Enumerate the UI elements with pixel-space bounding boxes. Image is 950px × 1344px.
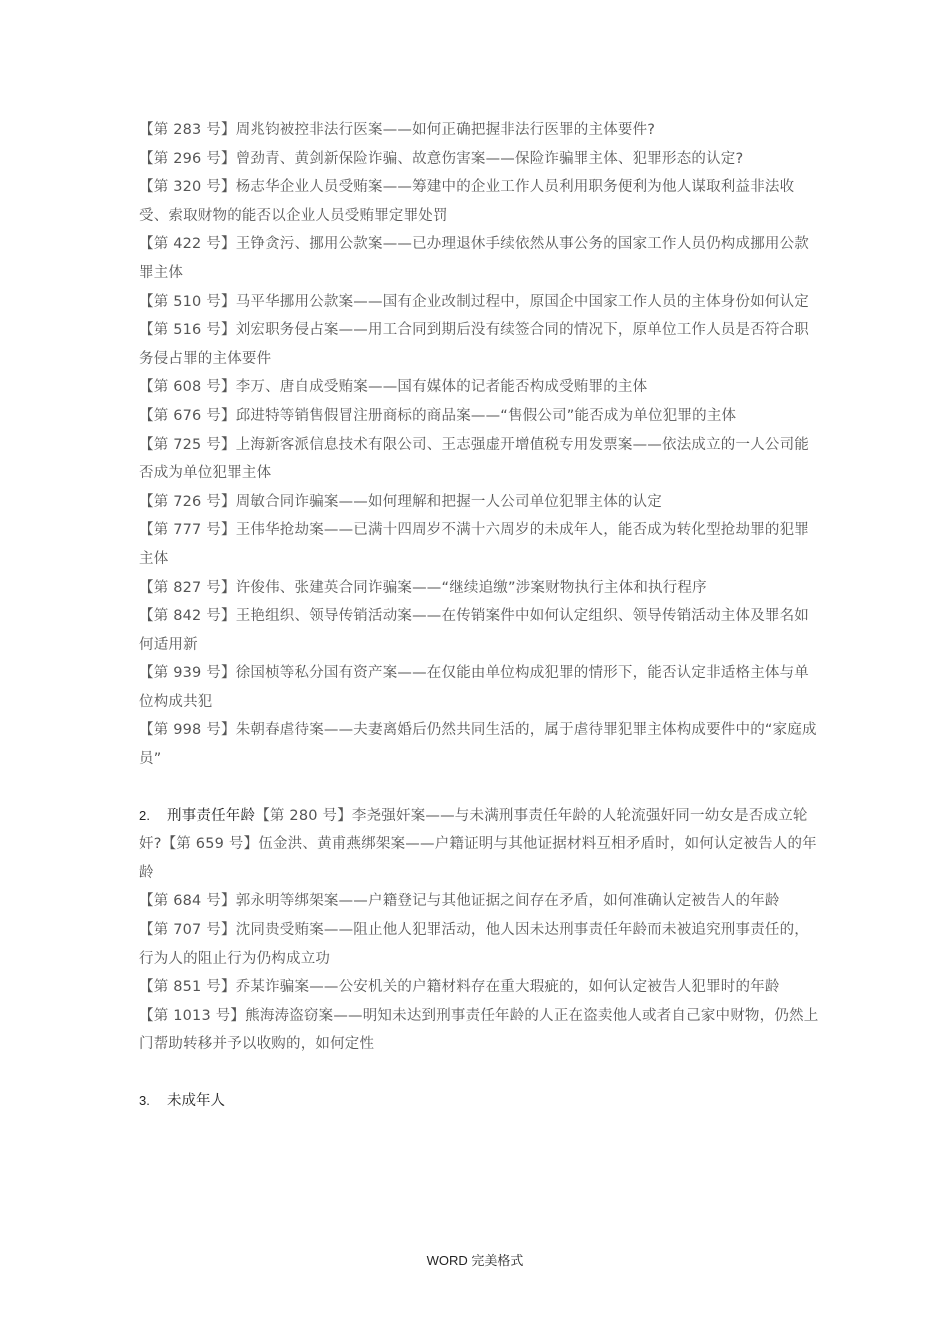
case-entry-510: 【第 510 号】马平华挪用公款案——国有企业改制过程中，原国企中国家工作人员的主体身份如何认定 xyxy=(139,293,809,310)
document-body xyxy=(139,116,819,1116)
section-2-heading xyxy=(139,802,819,888)
group1-case-list xyxy=(139,116,819,774)
case-entry-676: 【第 676 号】邱进特等销售假冒注册商标的商品案——“售假公司”能否成为单位犯罪的主体 xyxy=(139,407,737,424)
case-entry-280-659: 【第 280 号】李尧强奸案——与未满刑事责任年龄的人轮流强奸同一幼女是否成立轮奸?【第 659 号】伍金洪、黄甫燕绑架案——户籍证明与其他证据材料互相矛盾时，如何认定被告人的年龄 xyxy=(139,807,817,881)
case-entry-608: 【第 608 号】李万、唐自成受贿案——国有媒体的记者能否构成受贿罪的主体 xyxy=(139,379,648,396)
section-number: 2. xyxy=(139,807,151,823)
case-entry-296: 【第 296 号】曾劲青、黄剑新保险诈骗、故意伤害案——保险诈骗罪主体、犯罪形态的认定? xyxy=(139,150,744,167)
case-entry-939: 【第 939 号】徐国桢等私分国有资产案——在仅能由单位构成犯罪的情形下，能否认定非适格主体与单位构成共犯 xyxy=(139,665,809,710)
case-entry-516: 【第 516 号】刘宏职务侵占案——用工合同到期后没有续签合同的情况下，原单位工作人员是否符合职务侵占罪的主体要件 xyxy=(139,322,809,367)
case-entry-707: 【第 707 号】沈同贵受贿案——阻止他人犯罪活动，他人因未达刑事责任年龄而未被追究刑事责任的，行为人的阻止行为仍构成立功 xyxy=(139,922,809,967)
section-number: 3. xyxy=(139,1093,150,1108)
case-entry-842: 【第 842 号】王艳组织、领导传销活动案——在传销案件中如何认定组织、领导传销活动主体及罪名如何适用新 xyxy=(139,608,809,653)
case-entry-726: 【第 726 号】周敏合同诈骗案——如何理解和把握一人公司单位犯罪主体的认定 xyxy=(139,493,662,510)
case-entry-1013: 【第 1013 号】熊海涛盗窃案——明知未达到刑事责任年龄的人正在盗卖他人或者自己家中财物，仍然上门帮助转移并予以收购的，如何定性 xyxy=(139,1007,819,1053)
case-entry-422: 【第 422 号】王铮贪污、挪用公款案——已办理退休手续依然从事公务的国家工作人员仍构成挪用公款罪主体 xyxy=(139,236,809,281)
section-title: 刑事责任年龄 xyxy=(167,807,256,824)
section-3-heading xyxy=(139,1087,819,1116)
case-entry-283: 【第 283 号】周兆钧被控非法行医案——如何正确把握非法行医罪的主体要件? xyxy=(139,122,656,138)
page-footer: WORD 完美格式 xyxy=(426,1253,524,1268)
section-title: 未成年人 xyxy=(167,1093,225,1109)
case-entry-684: 【第 684 号】郭永明等绑架案——户籍登记与其他证据之间存在矛盾，如何准确认定被告人的年龄 xyxy=(139,893,780,910)
case-entry-827: 【第 827 号】许俊伟、张建英合同诈骗案——“继续追缴”涉案财物执行主体和执行程序 xyxy=(139,579,707,596)
case-entry-320: 【第 320 号】杨志华企业人员受贿案——筹建中的企业工作人员利用职务便利为他人谋取利益非法收受、索取财物的能否以企业人员受贿罪定罪处罚 xyxy=(139,179,795,224)
section-criminal-age xyxy=(139,802,819,1059)
case-entry-998: 【第 998 号】朱朝春虐待案——夫妻离婚后仍然共同生活的，属于虐待罪犯罪主体构成要件中的“家庭成员” xyxy=(139,722,817,768)
case-entry-777: 【第 777 号】王伟华抢劫案——已满十四周岁不满十六周岁的未成年人，能否成为转化型抢劫罪的犯罪主体 xyxy=(139,522,809,567)
case-entry-725: 【第 725 号】上海新客派信息技术有限公司、王志强虚开增值税专用发票案——依法成立的一人公司能否成为单位犯罪主体 xyxy=(139,436,809,482)
case-entry-851: 【第 851 号】乔某诈骗案——公安机关的户籍材料存在重大瑕疵的，如何认定被告人犯罪时的年龄 xyxy=(139,979,780,996)
section-minors xyxy=(139,1087,819,1116)
